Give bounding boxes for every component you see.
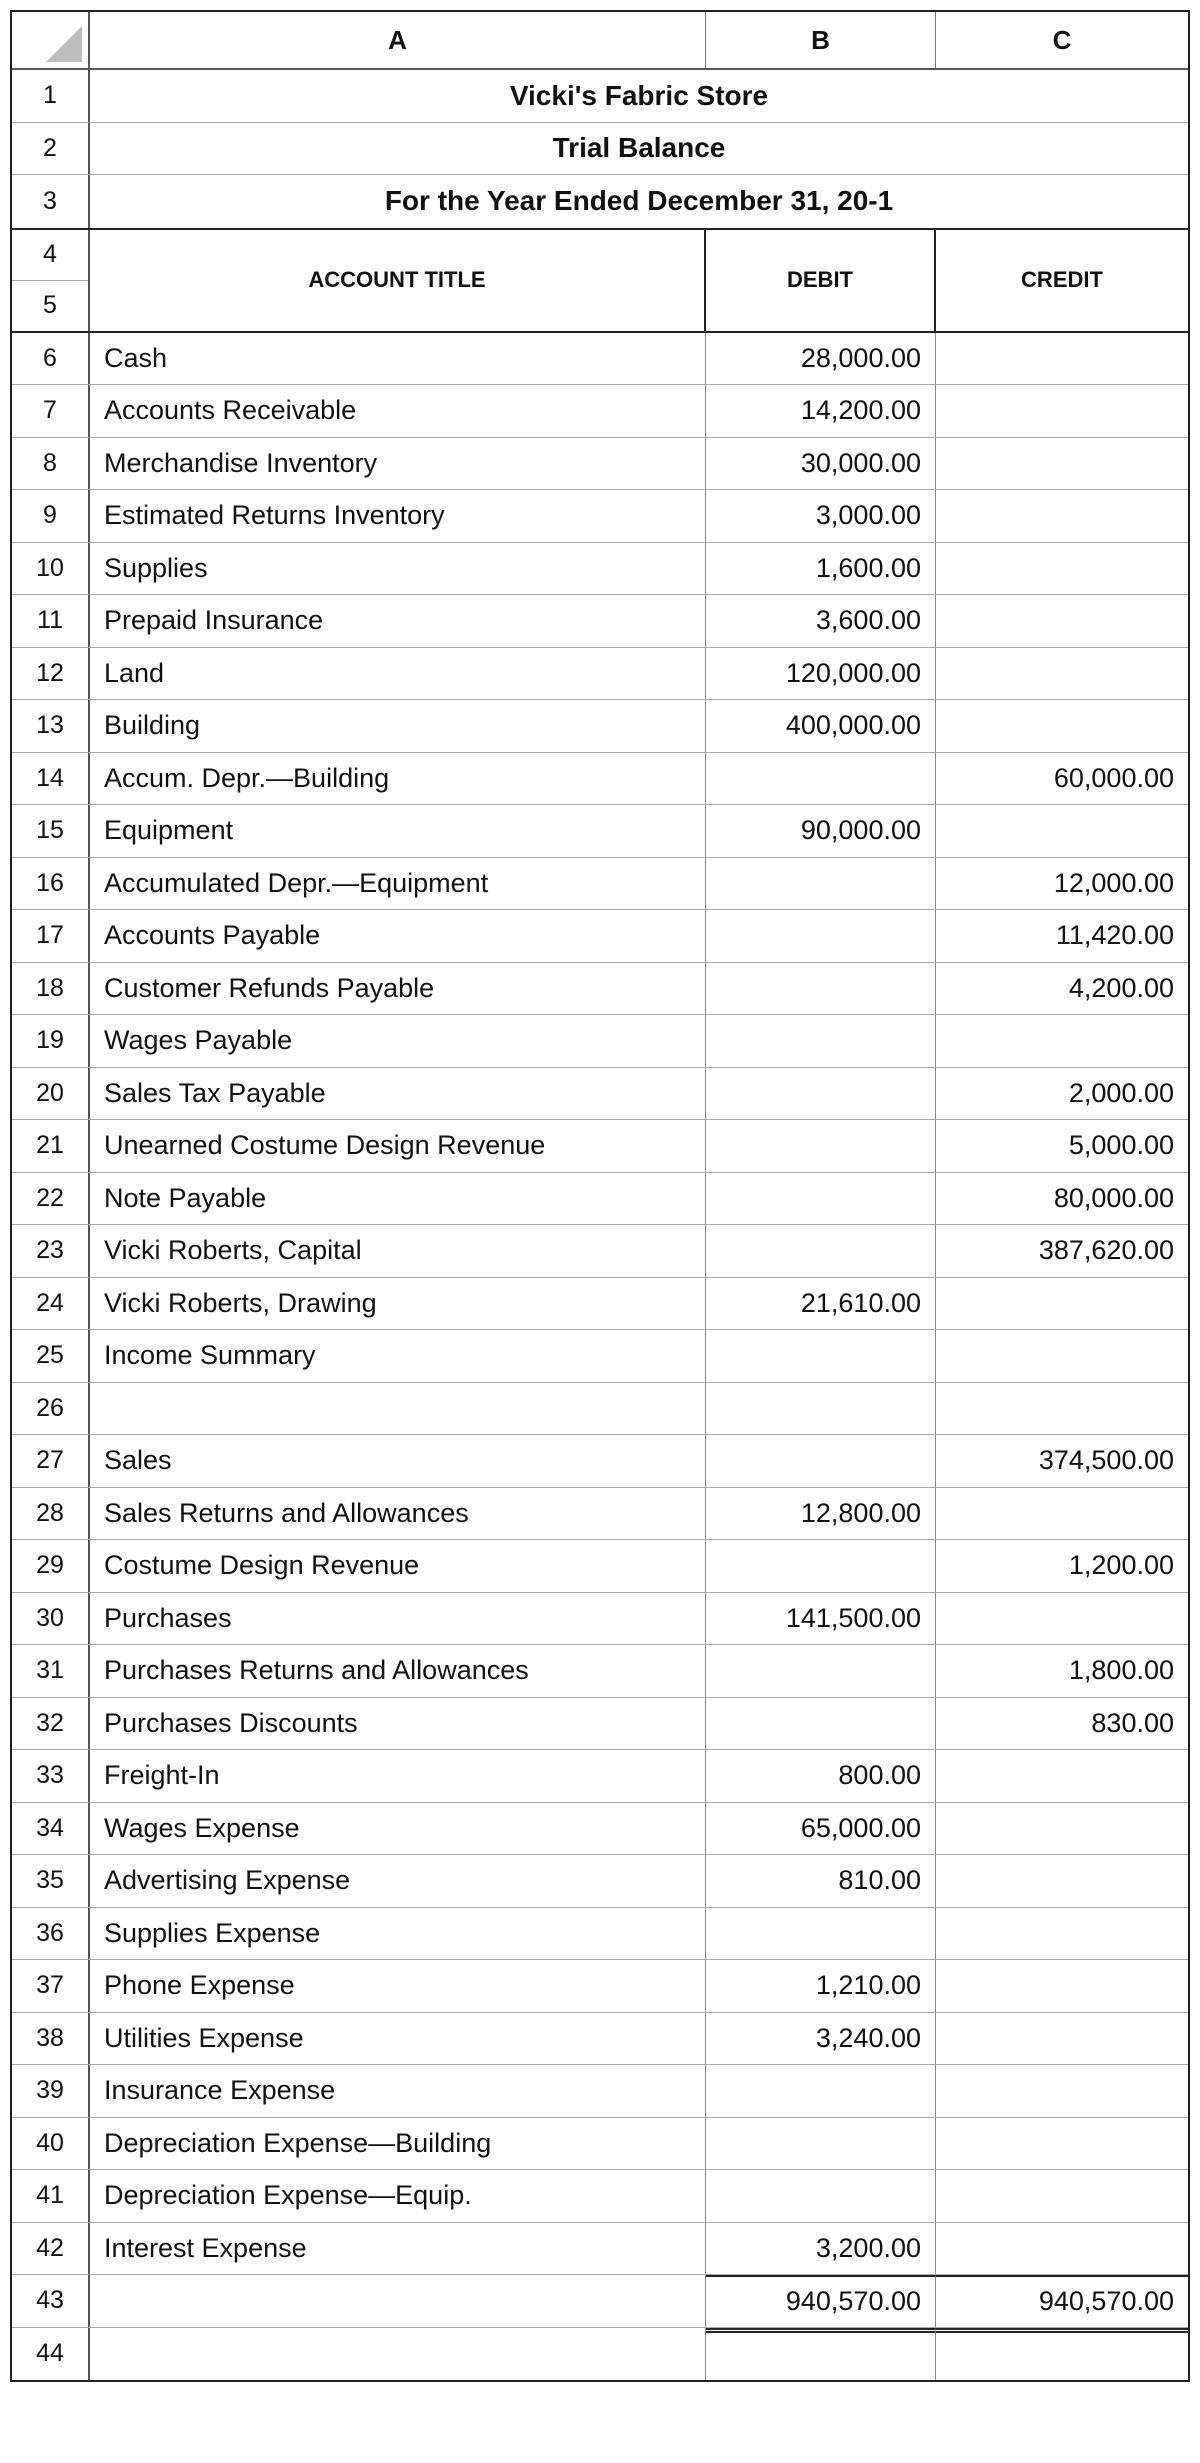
row-number[interactable]: 9 — [12, 490, 90, 542]
totals-row — [12, 2275, 1188, 2328]
credit-cell[interactable] — [936, 648, 1188, 700]
row-number[interactable]: 18 — [12, 963, 90, 1015]
account-cell[interactable]: Accum. Depr.—Building — [90, 753, 706, 805]
account-cell[interactable]: Purchases — [90, 1593, 706, 1645]
debit-cell[interactable]: 12,800.00 — [706, 1488, 936, 1540]
table-row — [12, 333, 1188, 386]
debit-cell[interactable]: 1,600.00 — [706, 543, 936, 595]
account-cell[interactable]: Wages Payable — [90, 1015, 706, 1067]
row-number[interactable]: 20 — [12, 1068, 90, 1120]
credit-cell[interactable]: 374,500.00 — [1038, 1445, 1174, 1476]
credit-cell[interactable]: 80,000.00 — [1053, 1182, 1174, 1213]
credit-cell[interactable] — [936, 1803, 1188, 1855]
table-row — [12, 1908, 1188, 1961]
table-row — [12, 1488, 1188, 1541]
table-row — [12, 1278, 1188, 1331]
title-row — [12, 175, 1188, 228]
credit-cell[interactable]: 4,200.00 — [1068, 972, 1174, 1003]
table-row — [12, 1330, 1188, 1383]
account-cell[interactable]: Customer Refunds Payable — [90, 963, 706, 1015]
row-number[interactable]: 4 — [12, 230, 88, 281]
table-row — [12, 2118, 1188, 2171]
row-number[interactable]: 38 — [12, 2013, 90, 2065]
debit-cell[interactable]: 65,000.00 — [706, 1803, 936, 1855]
row-number[interactable]: 39 — [12, 2065, 90, 2117]
debit-cell[interactable]: 400,000.00 — [706, 700, 936, 752]
column-header-b[interactable]: B — [706, 12, 936, 68]
row-number[interactable]: 5 — [43, 291, 57, 319]
account-cell[interactable]: Utilities Expense — [90, 2013, 706, 2065]
total-credit-cell[interactable]: 940,570.00 — [936, 2275, 1188, 2327]
row-number[interactable]: 25 — [12, 1330, 90, 1382]
total-debit-cell[interactable]: 940,570.00 — [706, 2275, 936, 2327]
debit-cell[interactable] — [706, 858, 936, 910]
totals-account-cell[interactable] — [90, 2275, 706, 2327]
credit-cell[interactable]: 387,620.00 — [1038, 1235, 1174, 1266]
row-number[interactable]: 1 — [12, 70, 90, 122]
account-cell[interactable]: Estimated Returns Inventory — [90, 490, 706, 542]
credit-cell[interactable] — [936, 2170, 1188, 2222]
credit-cell[interactable] — [936, 700, 1188, 752]
account-cell[interactable]: Merchandise Inventory — [90, 438, 706, 490]
row-number[interactable]: 12 — [12, 648, 90, 700]
debit-cell[interactable] — [706, 1645, 936, 1697]
credit-header[interactable]: CREDIT — [1021, 267, 1103, 292]
table-row — [12, 753, 1188, 806]
credit-cell[interactable] — [936, 385, 1188, 437]
row-number[interactable]: 41 — [12, 2170, 90, 2222]
credit-cell[interactable] — [936, 805, 1188, 857]
account-cell[interactable]: Depreciation Expense—Equip. — [90, 2170, 706, 2222]
table-row — [12, 595, 1188, 648]
credit-cell[interactable] — [936, 543, 1188, 595]
credit-cell[interactable] — [936, 1960, 1188, 2012]
column-header-c[interactable]: C — [1052, 24, 1072, 55]
account-cell[interactable]: Freight-In — [90, 1750, 706, 1802]
account-cell[interactable] — [90, 1383, 706, 1435]
row-number[interactable]: 11 — [12, 595, 90, 647]
account-cell[interactable]: Accounts Payable — [90, 910, 706, 962]
row-number[interactable]: 21 — [12, 1120, 90, 1172]
row-number[interactable]: 34 — [12, 1803, 90, 1855]
debit-cell[interactable]: 90,000.00 — [706, 805, 936, 857]
title-row — [12, 70, 1188, 123]
account-cell[interactable]: Advertising Expense — [90, 1855, 706, 1907]
account-cell[interactable]: Unearned Costume Design Revenue — [90, 1120, 706, 1172]
table-row — [12, 1593, 1188, 1646]
table-row — [12, 1173, 1188, 1226]
account-cell[interactable]: Prepaid Insurance — [90, 595, 706, 647]
row-number[interactable]: 37 — [12, 1960, 90, 2012]
account-cell[interactable]: Costume Design Revenue — [90, 1540, 706, 1592]
debit-cell[interactable] — [706, 1120, 936, 1172]
credit-cell[interactable] — [936, 595, 1188, 647]
company-name-cell[interactable]: Vicki's Fabric Store — [509, 79, 769, 111]
row-number[interactable]: 6 — [12, 333, 90, 385]
report-period-cell[interactable]: For the Year Ended December 31, 20-1 — [384, 185, 894, 217]
table-row — [12, 963, 1188, 1016]
credit-cell[interactable]: 830.00 — [1091, 1707, 1174, 1738]
row-number[interactable]: 42 — [12, 2223, 90, 2275]
credit-cell[interactable] — [936, 333, 1188, 385]
account-cell[interactable]: Accounts Receivable — [90, 385, 706, 437]
table-row — [12, 805, 1188, 858]
debit-cell[interactable] — [706, 1015, 936, 1067]
debit-cell[interactable] — [706, 2328, 936, 2381]
debit-cell[interactable]: 14,200.00 — [706, 385, 936, 437]
credit-cell[interactable] — [936, 2065, 1188, 2117]
table-row — [12, 1120, 1188, 1173]
table-row — [12, 490, 1188, 543]
debit-cell[interactable] — [706, 1173, 936, 1225]
credit-cell[interactable] — [936, 1593, 1188, 1645]
debit-cell[interactable] — [706, 963, 936, 1015]
credit-cell[interactable]: 60,000.00 — [1053, 762, 1174, 793]
row-number[interactable]: 16 — [12, 858, 90, 910]
row-number[interactable]: 44 — [12, 2328, 90, 2381]
credit-cell[interactable] — [936, 1908, 1188, 1960]
table-row — [12, 1015, 1188, 1068]
row-number[interactable]: 27 — [12, 1435, 90, 1487]
credit-cell[interactable] — [936, 1383, 1188, 1435]
credit-cell[interactable] — [936, 490, 1188, 542]
table-row — [12, 1960, 1188, 2013]
debit-header[interactable]: DEBIT — [706, 230, 936, 331]
account-cell[interactable]: Interest Expense — [90, 2223, 706, 2275]
debit-cell[interactable] — [706, 1330, 936, 1382]
debit-cell[interactable]: 1,210.00 — [706, 1960, 936, 2012]
debit-cell[interactable] — [706, 1383, 936, 1435]
row-number[interactable]: 35 — [12, 1855, 90, 1907]
credit-cell[interactable]: 2,000.00 — [1068, 1077, 1174, 1108]
credit-cell[interactable] — [936, 2223, 1188, 2275]
title-row — [12, 123, 1188, 176]
account-cell[interactable]: Purchases Discounts — [90, 1698, 706, 1750]
row-number[interactable]: 33 — [12, 1750, 90, 1802]
table-row — [12, 543, 1188, 596]
credit-cell[interactable]: 11,420.00 — [1055, 920, 1174, 951]
account-cell[interactable]: Phone Expense — [90, 1960, 706, 2012]
credit-cell[interactable] — [936, 1330, 1188, 1382]
credit-cell[interactable] — [936, 2328, 1188, 2381]
account-cell[interactable]: Wages Expense — [90, 1803, 706, 1855]
account-cell[interactable]: Accumulated Depr.—Equipment — [90, 858, 706, 910]
credit-cell[interactable] — [936, 2013, 1188, 2065]
row-number[interactable]: 36 — [12, 1908, 90, 1960]
credit-cell[interactable] — [936, 1488, 1188, 1540]
table-row — [12, 1645, 1188, 1698]
table-row — [12, 2328, 1188, 2381]
debit-cell[interactable] — [706, 2118, 936, 2170]
table-row — [12, 1540, 1188, 1593]
credit-cell[interactable]: 1,800.00 — [1068, 1655, 1174, 1686]
table-row — [12, 1435, 1188, 1488]
table-row — [12, 385, 1188, 438]
debit-cell[interactable]: 21,610.00 — [706, 1278, 936, 1330]
table-row — [12, 1068, 1188, 1121]
debit-cell[interactable]: 30,000.00 — [706, 438, 936, 490]
account-cell[interactable]: Vicki Roberts, Capital — [90, 1225, 706, 1277]
account-cell[interactable]: Purchases Returns and Allowances — [90, 1645, 706, 1697]
row-number[interactable]: 43 — [12, 2275, 90, 2327]
credit-cell[interactable] — [936, 1750, 1188, 1802]
account-cell[interactable]: Sales Returns and Allowances — [90, 1488, 706, 1540]
select-all-triangle-icon — [46, 26, 82, 62]
debit-cell[interactable] — [706, 1435, 936, 1487]
account-cell[interactable]: Cash — [90, 333, 706, 385]
row-number[interactable]: 8 — [12, 438, 90, 490]
row-number[interactable]: 22 — [12, 1173, 90, 1225]
account-cell[interactable]: Sales Tax Payable — [90, 1068, 706, 1120]
table-row — [12, 1855, 1188, 1908]
table-row — [12, 1698, 1188, 1751]
account-cell[interactable]: Sales — [90, 1435, 706, 1487]
row-number[interactable]: 31 — [12, 1645, 90, 1697]
debit-cell[interactable] — [706, 1225, 936, 1277]
row-number[interactable]: 2 — [12, 123, 90, 175]
column-header-a[interactable]: A — [90, 12, 706, 68]
row-number[interactable]: 29 — [12, 1540, 90, 1592]
debit-cell[interactable] — [706, 1698, 936, 1750]
table-row — [12, 648, 1188, 701]
debit-cell[interactable]: 810.00 — [706, 1855, 936, 1907]
row-number[interactable]: 26 — [12, 1383, 90, 1435]
row-number[interactable]: 10 — [12, 543, 90, 595]
account-cell[interactable]: Note Payable — [90, 1173, 706, 1225]
column-titles-block — [12, 228, 1188, 333]
debit-cell[interactable] — [706, 2065, 936, 2117]
row-number[interactable]: 15 — [12, 805, 90, 857]
debit-cell[interactable]: 3,200.00 — [706, 2223, 936, 2275]
report-title-cell[interactable]: Trial Balance — [552, 132, 726, 164]
row-number[interactable]: 40 — [12, 2118, 90, 2170]
table-row — [12, 700, 1188, 753]
credit-cell[interactable] — [936, 1855, 1188, 1907]
row-number[interactable]: 7 — [12, 385, 90, 437]
row-number[interactable]: 17 — [12, 910, 90, 962]
debit-cell[interactable] — [706, 1540, 936, 1592]
account-title-header[interactable]: ACCOUNT TITLE — [90, 230, 706, 331]
row-number[interactable]: 23 — [12, 1225, 90, 1277]
credit-cell[interactable]: 12,000.00 — [1053, 867, 1174, 898]
credit-cell[interactable]: 5,000.00 — [1068, 1130, 1174, 1161]
debit-cell[interactable]: 141,500.00 — [706, 1593, 936, 1645]
account-cell[interactable]: Supplies Expense — [90, 1908, 706, 1960]
table-row — [12, 2223, 1188, 2276]
account-cell[interactable]: Depreciation Expense—Building — [90, 2118, 706, 2170]
row-number[interactable]: 13 — [12, 700, 90, 752]
account-cell[interactable]: Land — [90, 648, 706, 700]
select-all-corner[interactable] — [12, 12, 90, 68]
account-cell[interactable]: Building — [90, 700, 706, 752]
credit-cell[interactable]: 1,200.00 — [1068, 1550, 1174, 1581]
row-number[interactable]: 30 — [12, 1593, 90, 1645]
row-number[interactable]: 28 — [12, 1488, 90, 1540]
debit-cell[interactable]: 3,000.00 — [706, 490, 936, 542]
row-number[interactable]: 24 — [12, 1278, 90, 1330]
account-cell[interactable]: Supplies — [90, 543, 706, 595]
debit-cell[interactable] — [706, 2170, 936, 2222]
table-row — [12, 2013, 1188, 2066]
debit-cell[interactable] — [706, 910, 936, 962]
table-row — [12, 2170, 1188, 2223]
account-cell[interactable] — [90, 2328, 706, 2381]
debit-cell[interactable] — [706, 1068, 936, 1120]
debit-cell[interactable] — [706, 1908, 936, 1960]
row-number[interactable]: 19 — [12, 1015, 90, 1067]
account-rows — [12, 333, 1188, 2276]
credit-cell[interactable] — [936, 2118, 1188, 2170]
debit-cell[interactable]: 3,600.00 — [706, 595, 936, 647]
row-number[interactable]: 14 — [12, 753, 90, 805]
debit-cell[interactable]: 120,000.00 — [706, 648, 936, 700]
row-number[interactable]: 3 — [12, 175, 90, 228]
table-row — [12, 438, 1188, 491]
row-numbers-4-5 — [12, 230, 90, 331]
account-cell[interactable]: Equipment — [90, 805, 706, 857]
table-row — [12, 910, 1188, 963]
credit-cell[interactable] — [936, 438, 1188, 490]
account-cell[interactable]: Income Summary — [90, 1330, 706, 1382]
account-cell[interactable]: Vicki Roberts, Drawing — [90, 1278, 706, 1330]
debit-cell[interactable]: 3,240.00 — [706, 2013, 936, 2065]
table-row — [12, 1750, 1188, 1803]
column-header-row — [12, 12, 1188, 70]
debit-cell[interactable] — [706, 753, 936, 805]
credit-cell[interactable] — [936, 1278, 1188, 1330]
table-row — [12, 1803, 1188, 1856]
table-row — [12, 858, 1188, 911]
table-row — [12, 1383, 1188, 1436]
debit-cell[interactable]: 800.00 — [706, 1750, 936, 1802]
table-row — [12, 2065, 1188, 2118]
row-number[interactable]: 32 — [12, 1698, 90, 1750]
account-cell[interactable]: Insurance Expense — [90, 2065, 706, 2117]
table-row — [12, 1225, 1188, 1278]
credit-cell[interactable] — [936, 1015, 1188, 1067]
spreadsheet — [10, 10, 1190, 2382]
debit-cell[interactable]: 28,000.00 — [706, 333, 936, 385]
